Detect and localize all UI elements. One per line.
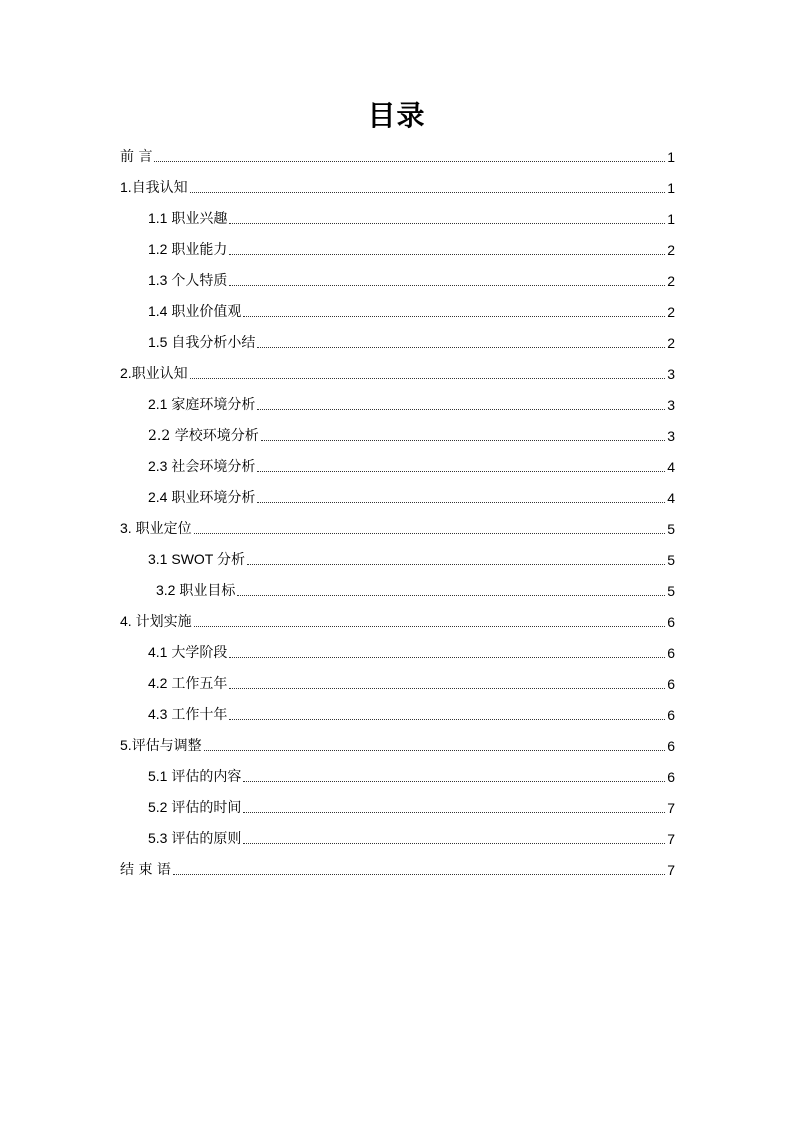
toc-entry-text: 自我分析小结: [171, 335, 256, 351]
toc-entry-text: 工作十年: [171, 707, 228, 723]
toc-entry-text: 分析: [216, 552, 245, 568]
toc-entry-label: [148, 797, 241, 821]
toc-entry-number: 4.3: [148, 706, 172, 722]
toc-entry-label: [148, 549, 245, 573]
toc-entry-label: [120, 735, 202, 759]
toc-entry-text: 自我认知: [131, 180, 188, 196]
toc-entry-text: 2.2 学校环境分析: [148, 428, 259, 444]
toc-page-number: 5: [667, 552, 675, 568]
toc-entry-label: [148, 456, 255, 480]
toc-entry-text: 职业定位: [135, 521, 192, 537]
toc-dot-leader: [243, 811, 665, 813]
toc-entry-text: 职业目标: [179, 583, 236, 599]
toc-entry-number: 5.: [120, 737, 132, 753]
toc-entry-number: 3.1 SWOT: [148, 551, 217, 567]
toc-entry-text: 家庭环境分析: [171, 397, 256, 413]
toc-page-number: 5: [667, 583, 675, 599]
toc-entry-number: 5.3: [148, 830, 172, 846]
toc-entry-label: [148, 394, 255, 418]
toc-dot-leader: [229, 284, 665, 286]
toc-entry-number: 2.: [120, 365, 132, 381]
toc-entry-number: 4.: [120, 613, 136, 629]
toc-entry[interactable]: [120, 294, 675, 325]
toc-entry-label: [148, 270, 227, 294]
toc-dot-leader: [257, 408, 665, 410]
toc-entry-text: 评估的时间: [171, 800, 242, 816]
toc-entry[interactable]: [120, 325, 675, 356]
toc-page-number: 1: [667, 211, 675, 227]
toc-entry[interactable]: [120, 356, 675, 387]
toc-entry-text: 职业认知: [131, 366, 188, 382]
toc-entry-text: 前 言: [120, 149, 153, 165]
toc-entry-text: 职业能力: [171, 242, 228, 258]
toc-entry[interactable]: [120, 542, 675, 573]
toc-entry[interactable]: [120, 790, 675, 821]
toc-entry-label: [148, 208, 227, 232]
toc-page-number: 2: [667, 273, 675, 289]
toc-page-number: 7: [667, 831, 675, 847]
toc-entry-label: [148, 239, 227, 263]
toc-dot-leader: [229, 253, 665, 255]
toc-entry-number: 4.1: [148, 644, 172, 660]
toc-page-number: 2: [667, 242, 675, 258]
toc-dot-leader: [229, 656, 665, 658]
toc-dot-leader: [257, 470, 665, 472]
toc-dot-leader: [229, 687, 665, 689]
toc-entry-label: [148, 828, 241, 852]
toc-entry-number: 1.1: [148, 210, 172, 226]
toc-dot-leader: [237, 594, 665, 596]
toc-entry-text: 大学阶段: [171, 645, 228, 661]
toc-page-number: 6: [667, 707, 675, 723]
toc-entry-number: 1.3: [148, 272, 172, 288]
toc-page-number: 6: [667, 614, 675, 630]
toc-entry-label: [120, 518, 192, 542]
toc-entry-label: [148, 673, 227, 697]
toc-page-number: 3: [667, 366, 675, 382]
toc-page-number: 1: [667, 149, 675, 165]
toc-entry-number: 1.4: [148, 303, 172, 319]
toc-entry-label: [148, 704, 227, 728]
toc-entry[interactable]: [120, 759, 675, 790]
toc-entry-number: 5.1: [148, 768, 172, 784]
toc-dot-leader: [229, 718, 665, 720]
toc-entry[interactable]: [120, 666, 675, 697]
toc-entry-text: 评估的原则: [171, 831, 242, 847]
toc-entry-label: [148, 425, 259, 449]
toc-entry[interactable]: [120, 263, 675, 294]
toc-page-number: 1: [667, 180, 675, 196]
toc-entry-text: 结 束 语: [120, 862, 171, 878]
toc-entry[interactable]: [120, 573, 675, 604]
toc-dot-leader: [194, 625, 666, 627]
toc-entry-number: 3.: [120, 520, 136, 536]
toc-page-number: 6: [667, 738, 675, 754]
toc-dot-leader: [243, 780, 665, 782]
toc-entry-text: 职业价值观: [171, 304, 242, 320]
toc-entry[interactable]: [120, 511, 675, 542]
toc-page-number: 6: [667, 645, 675, 661]
toc-page-number: 3: [667, 397, 675, 413]
toc-dot-leader: [257, 346, 665, 348]
toc-entry-label: [148, 766, 241, 790]
toc-entry[interactable]: [120, 480, 675, 511]
toc-entry[interactable]: [120, 232, 675, 263]
toc-entry[interactable]: [120, 387, 675, 418]
toc-entry-label: [148, 301, 241, 325]
toc-dot-leader: [173, 873, 665, 875]
toc-entry[interactable]: [120, 170, 675, 201]
toc-entry-number: 1.5: [148, 334, 172, 350]
toc-entry-text: 个人特质: [171, 273, 228, 289]
toc-dot-leader: [257, 501, 665, 503]
toc-page-number: 6: [667, 676, 675, 692]
toc-entry[interactable]: [120, 852, 675, 883]
toc-entry[interactable]: [120, 821, 675, 852]
toc-dot-leader: [190, 377, 666, 379]
toc-entry-text: 职业兴趣: [171, 211, 228, 227]
toc-entry[interactable]: [120, 697, 675, 728]
toc-entry-number: 1.: [120, 179, 132, 195]
toc-entry-label: [120, 859, 171, 883]
toc-page-number: 2: [667, 304, 675, 320]
toc-entry-text: 计划实施: [135, 614, 192, 630]
toc-list: [120, 139, 675, 883]
toc-entry-label: [120, 363, 188, 387]
toc-entry-number: 3.2: [156, 582, 180, 598]
toc-dot-leader: [204, 749, 666, 751]
toc-page-number: 4: [667, 459, 675, 475]
toc-entry-text: 评估与调整: [131, 738, 202, 754]
toc-entry-text: 社会环境分析: [171, 459, 256, 475]
toc-entry-number: 4.2: [148, 675, 172, 691]
toc-dot-leader: [190, 191, 666, 193]
toc-page-number: 6: [667, 769, 675, 785]
toc-entry-text: 职业环境分析: [171, 490, 256, 506]
toc-entry-number: 1.2: [148, 241, 172, 257]
toc-entry[interactable]: [120, 201, 675, 232]
toc-dot-leader: [243, 842, 665, 844]
toc-page-number: 5: [667, 521, 675, 537]
toc-page-number: 7: [667, 800, 675, 816]
toc-entry-text: 工作五年: [171, 676, 228, 692]
toc-entry[interactable]: [120, 635, 675, 666]
toc-entry[interactable]: [120, 604, 675, 635]
toc-dot-leader: [243, 315, 665, 317]
toc-entry-label: [148, 487, 255, 511]
toc-entry-label: [120, 146, 152, 170]
toc-page-number: 3: [667, 428, 675, 444]
toc-entry-number: 2.1: [148, 396, 172, 412]
toc-dot-leader: [194, 532, 666, 534]
toc-entry-number: 2.3: [148, 458, 172, 474]
toc-page-number: 4: [667, 490, 675, 506]
toc-title: 目录: [367, 99, 426, 132]
toc-entry-number: 5.2: [148, 799, 172, 815]
toc-dot-leader: [247, 563, 665, 565]
toc-page-number: 7: [667, 862, 675, 878]
toc-dot-leader: [229, 222, 665, 224]
toc-entry-text: 评估的内容: [171, 769, 242, 785]
toc-entry-number: 2.4: [148, 489, 172, 505]
toc-entry-label: [156, 580, 235, 604]
toc-entry[interactable]: [120, 449, 675, 480]
toc-entry[interactable]: [120, 418, 675, 449]
toc-entry-label: [148, 332, 255, 356]
toc-page-number: 2: [667, 335, 675, 351]
toc-entry[interactable]: [120, 139, 675, 170]
toc-entry-label: [120, 611, 192, 635]
toc-dot-leader: [154, 160, 665, 162]
toc-entry[interactable]: [120, 728, 675, 759]
toc-entry-label: [148, 642, 227, 666]
toc-entry-label: [120, 177, 188, 201]
toc-dot-leader: [261, 439, 665, 441]
